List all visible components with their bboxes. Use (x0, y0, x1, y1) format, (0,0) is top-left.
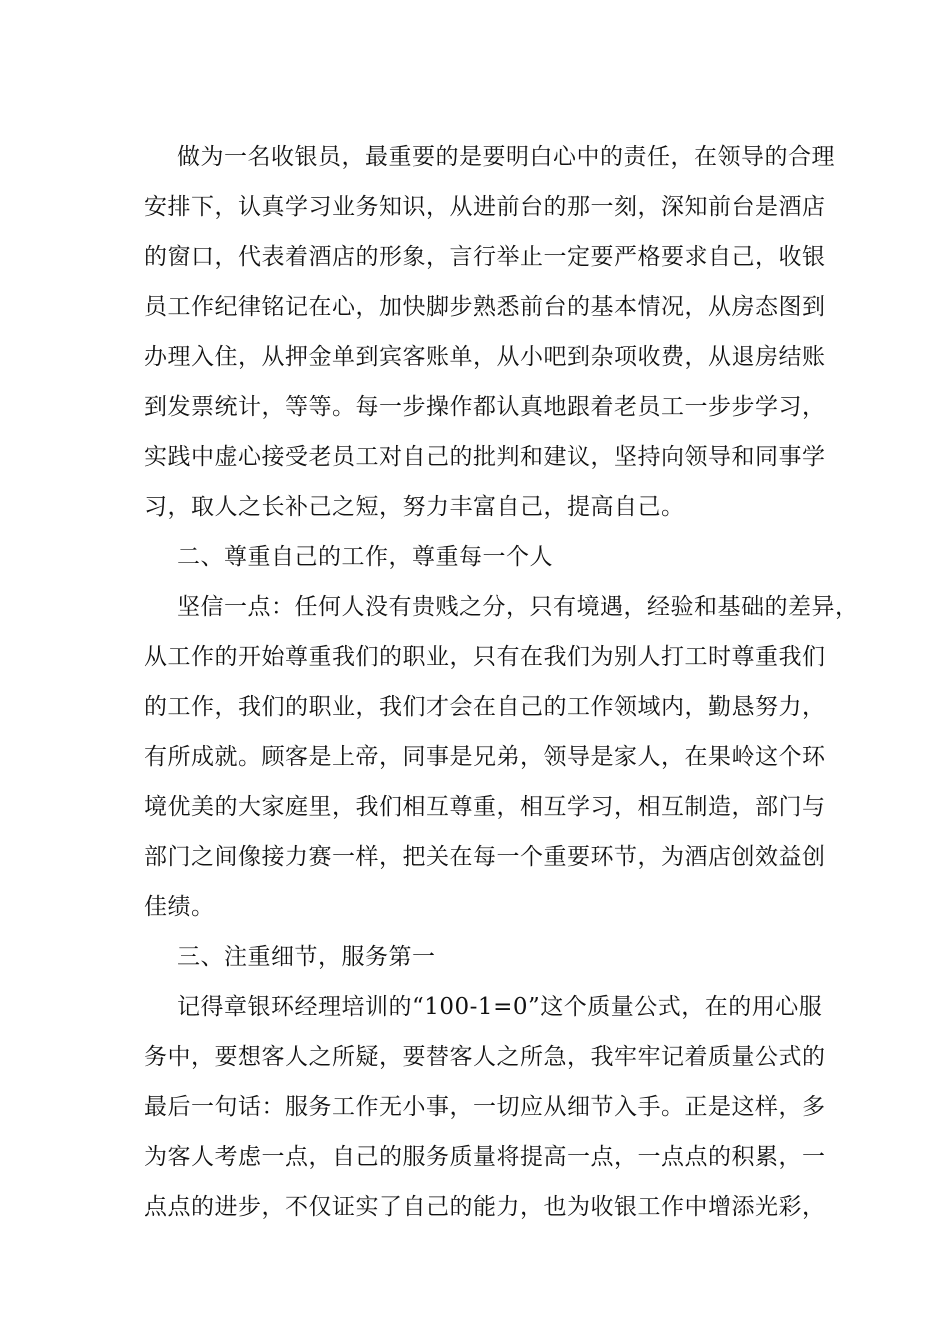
paragraph-line: 做为一名收银员，最重要的是要明白心中的责任，在领导的合理 (177, 144, 835, 170)
paragraph-line: 到发票统计，等等。每一步操作都认真地跟着老员工一步步学习， (144, 394, 826, 420)
paragraph-line: 从工作的开始尊重我们的职业，只有在我们为别人打工时尊重我们 (144, 644, 826, 670)
paragraph-line: 记得章银环经理培训的“100-1=0”这个质量公式，在的用心服 (177, 994, 823, 1020)
paragraph-line: 坚信一点：任何人没有贵贱之分，只有境遇，经验和基础的差异， (177, 594, 859, 620)
paragraph-line: 佳绩。 (144, 894, 215, 920)
section-heading: 二、尊重自己的工作，尊重每一个人 (177, 544, 553, 570)
paragraph-line: 有所成就。顾客是上帝，同事是兄弟，领导是家人，在果岭这个环 (144, 744, 826, 770)
paragraph-line: 为客人考虑一点，自己的服务质量将提高一点，一点点的积累，一 (144, 1144, 826, 1170)
section-heading: 三、注重细节，服务第一 (177, 944, 436, 970)
paragraph-line: 员工作纪律铭记在心，加快脚步熟悉前台的基本情况，从房态图到 (144, 294, 826, 320)
paragraph-line: 点点的进步，不仅证实了自己的能力，也为收银工作中增添光彩， (144, 1194, 826, 1220)
paragraph-line: 的窗口，代表着酒店的形象，言行举止一定要严格要求自己，收银 (144, 244, 826, 270)
paragraph-line: 务中，要想客人之所疑，要替客人之所急，我牢牢记着质量公式的 (144, 1044, 826, 1070)
paragraph-line: 境优美的大家庭里，我们相互尊重，相互学习，相互制造，部门与 (144, 794, 826, 820)
paragraph-line: 安排下，认真学习业务知识，从进前台的那一刻，深知前台是酒店 (144, 194, 826, 220)
paragraph-line: 实践中虚心接受老员工对自己的批判和建议，坚持向领导和同事学 (144, 444, 826, 470)
paragraph-line: 的工作，我们的职业，我们才会在自己的工作领域内，勤恳努力， (144, 694, 826, 720)
paragraph-line: 部门之间像接力赛一样，把关在每一个重要环节，为酒店创效益创 (144, 844, 826, 870)
paragraph-line: 习，取人之长补己之短，努力丰富自己，提高自己。 (144, 494, 685, 520)
paragraph-line: 最后一句话：服务工作无小事，一切应从细节入手。正是这样，多 (144, 1094, 826, 1120)
document-body (144, 132, 859, 1232)
paragraph-line: 办理入住，从押金单到宾客账单，从小吧到杂项收费，从退房结账 (144, 344, 826, 370)
